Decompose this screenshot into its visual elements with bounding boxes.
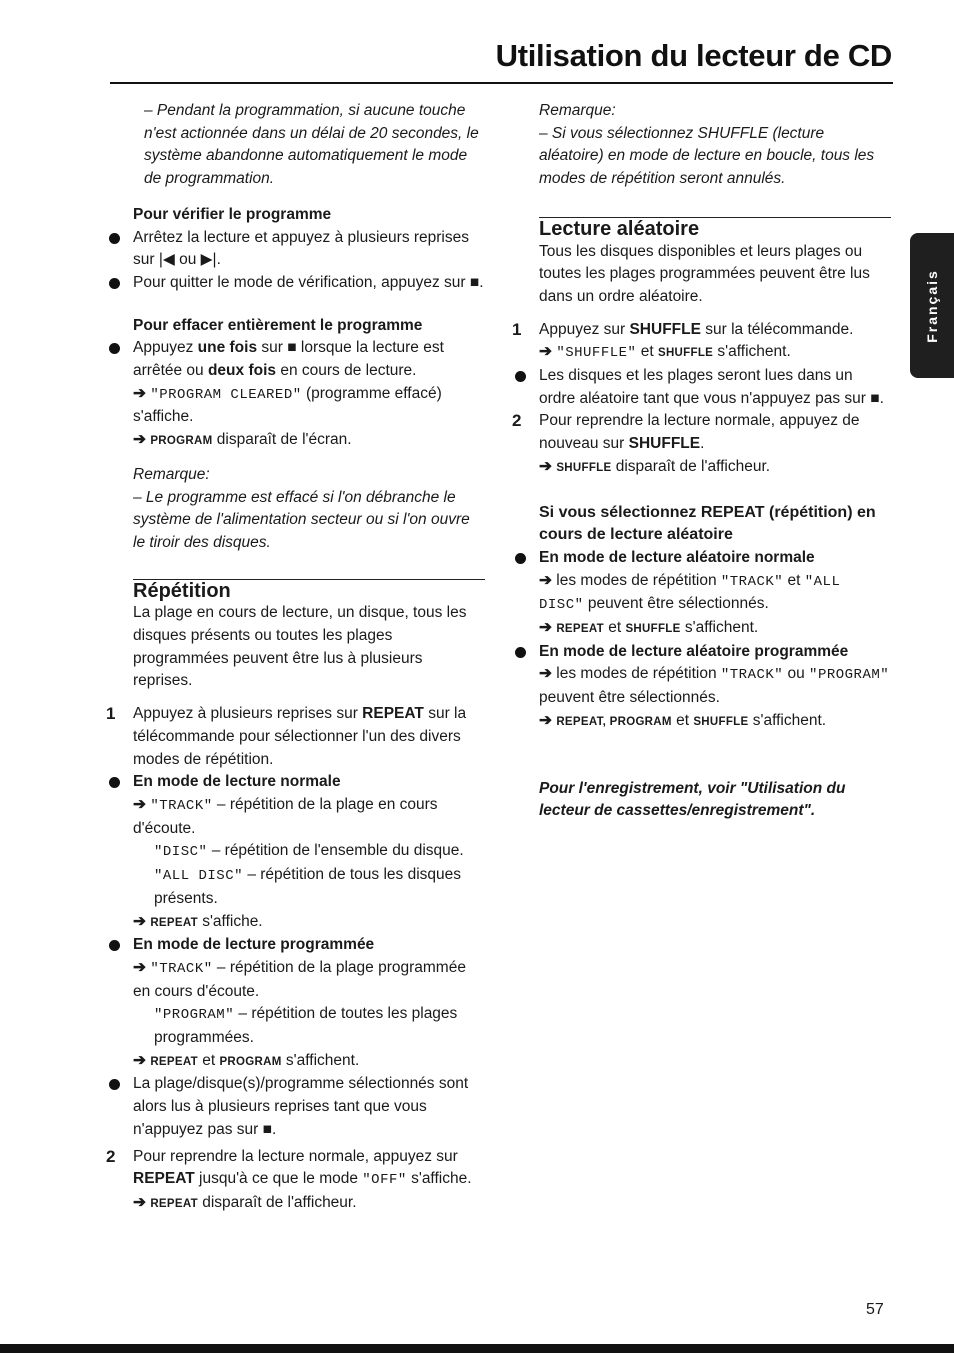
indicator-repeat: REPEAT	[150, 1197, 198, 1210]
arrow-icon: ➔	[539, 711, 552, 729]
arrow-icon: ➔	[539, 457, 552, 475]
lcd-disc: "DISC"	[154, 844, 208, 861]
normal-indicator-line	[133, 911, 485, 935]
indicator-repeat-program: REPEAT, PROGRAM	[556, 715, 672, 728]
language-tab-label: Français	[924, 268, 940, 343]
programmed-indicator-line	[133, 1050, 485, 1074]
normal-mode-heading: En mode de lecture normale	[133, 771, 485, 794]
arrow-icon: ➔	[133, 431, 146, 449]
shuffle-normal-indicator-line	[539, 617, 891, 641]
normal-track-line	[133, 794, 485, 840]
shuffle-off-text: disparaît de l'afficheur.	[611, 457, 771, 475]
arrow-icon: ➔	[133, 958, 146, 976]
programmed-program-line	[133, 1003, 485, 1049]
repeat-step-2-text-c: s'affiche.	[406, 1170, 472, 1188]
erase-text-b: sur ■ lorsque la lecture est arrêtée ou	[133, 339, 444, 380]
erase-text-c: en cours de lecture.	[276, 362, 417, 380]
erase-result-2	[133, 429, 485, 453]
programmed-mode-heading: En mode de lecture programmée	[133, 934, 485, 957]
arrow-icon: ➔	[539, 619, 552, 637]
shuffle-section-heading: Lecture aléatoire	[539, 217, 700, 240]
programmed-track-text: – répétition de la plage programmée en cours d'écoute.	[133, 958, 466, 1000]
lcd-track: "TRACK"	[150, 960, 213, 977]
shuffle-step-1-text-b: sur la télécommande.	[700, 320, 854, 338]
normal-track-text: – répétition de la plage en cours d'écoute.	[133, 795, 438, 837]
lcd-track: "TRACK"	[720, 573, 784, 590]
erase-bullet	[133, 337, 485, 382]
shuffle-step-1-text-a: Appuyez sur	[539, 320, 630, 338]
normal-disc-text: – répétition de l'ensemble du disque.	[207, 842, 464, 860]
indicator-program: PROGRAM	[150, 435, 213, 448]
repeat-off-line	[133, 1192, 485, 1216]
lcd-track: "TRACK"	[150, 797, 213, 814]
shuffle-step-2-text-a: Pour reprendre la lecture normale, appuyez de nouveau sur	[539, 412, 860, 453]
repeat-step-2	[106, 1146, 485, 1192]
page-title: Utilisation du lecteur de CD	[495, 38, 892, 73]
and-text: et	[783, 571, 805, 589]
repeat-step-2-text-a: Pour reprendre la lecture normale, appuyez sur	[133, 1147, 458, 1165]
indicator-shuffle: SHUFFLE	[693, 715, 749, 728]
repeat-step-1-text-b: sur la télécommande pour sélectionner l'un des divers modes de répétition.	[133, 705, 467, 768]
shuffle-step-1	[512, 319, 891, 342]
shuffle-display-line	[539, 341, 891, 365]
step-number: 2	[512, 411, 522, 431]
indicator-shuffle: SHUFFLE	[625, 623, 681, 636]
indicator-shuffle: SHUFFLE	[556, 461, 612, 474]
programmed-program-text: – répétition de toutes les plages programmées.	[154, 1005, 458, 1047]
right-column	[512, 100, 891, 823]
erase-remark: – Le programme est effacé si l'on débranche le système de l'alimentation secteur ou si l'on ouvre le tiroir des disques.	[133, 488, 470, 551]
erase-twice: deux fois	[207, 362, 277, 380]
step-number: 1	[512, 319, 522, 339]
erase-text-a: Appuyez	[133, 339, 198, 357]
repeat-key: REPEAT	[133, 1170, 195, 1188]
repeat-step-1-text-a: Appuyez à plusieurs reprises sur	[133, 705, 363, 723]
repeat-intro: La plage en cours de lecture, un disque, tous les disques présents ou toutes les plages programmées peuvent être lus à plusieurs reprises.	[133, 604, 467, 690]
recording-cross-reference: Pour l'enregistrement, voir "Utilisation du lecteur de cassettes/enregistrement".	[539, 779, 846, 820]
selectable-text: peuvent être sélectionnés.	[539, 689, 720, 707]
erase-result-1-text: (programme effacé) s'affiche.	[133, 384, 442, 426]
modes-text: les modes de répétition	[552, 571, 721, 589]
arrow-icon: ➔	[133, 795, 146, 813]
erase-once: une fois	[197, 339, 258, 357]
arrow-icon: ➔	[133, 384, 146, 402]
programming-timeout-note: – Pendant la programmation, si aucune touche n'est actionnée dans un délai de 20 secondes, le système abandonne automatiquement le mode de programmation.	[144, 102, 479, 188]
language-tab	[910, 233, 954, 378]
indicator-text: s'affichent.	[748, 711, 827, 729]
erase-result-1	[133, 383, 485, 429]
verify-bullet-2: Pour quitter le mode de vérification, appuyez sur ■.	[133, 272, 485, 295]
erase-remark-label: Remarque:	[133, 465, 210, 483]
lcd-off: "OFF"	[362, 1172, 407, 1189]
page-number: 57	[866, 1301, 884, 1318]
repeat-off-text: disparaît de l'afficheur.	[197, 1193, 357, 1211]
and-text: et	[636, 343, 658, 361]
repeat-section-heading: Répétition	[133, 579, 231, 602]
shuffle-normal-heading: En mode de lecture aléatoire normale	[539, 547, 891, 570]
indicator-shuffle: SHUFFLE	[657, 347, 714, 360]
modes-text: les modes de répétition	[552, 665, 721, 683]
arrow-icon: ➔	[133, 1051, 146, 1069]
repeat-key: REPEAT	[362, 705, 424, 723]
shuffle-key: SHUFFLE	[629, 320, 701, 338]
shuffle-programmed-heading: En mode de lecture aléatoire programmée	[539, 641, 891, 664]
lcd-all-disc: "ALL DISC"	[154, 868, 244, 885]
normal-disc-line	[133, 840, 485, 864]
shuffle-intro: Tous les disques disponibles et leurs plages ou toutes les plages programmées peuvent être lus dans un ordre aléatoire.	[539, 242, 870, 305]
title-rule	[110, 82, 893, 84]
shuffle-bullet: Les disques et les plages seront lues dans un ordre aléatoire tant que vous n'appuyez pas sur ■.	[539, 365, 891, 410]
repeat-play-bullet: La plage/disque(s)/programme sélectionnés sont alors lus à plusieurs reprises tant que vous n'appuyez pas sur ■.	[133, 1073, 485, 1141]
arrow-icon: ➔	[133, 1193, 146, 1211]
normal-all-disc-line	[133, 864, 485, 910]
shuffle-step-2	[512, 410, 891, 455]
arrow-icon: ➔	[539, 571, 552, 589]
step-number: 1	[106, 704, 116, 724]
and-text: et	[603, 619, 626, 637]
arrow-icon: ➔	[539, 665, 552, 683]
verify-bullet-1: Arrêtez la lecture et appuyez à plusieurs reprises sur |◀ ou ▶|.	[133, 227, 485, 272]
lcd-all-disc: "ALL DISC"	[539, 573, 841, 614]
shuffle-normal-modes-line	[539, 570, 891, 617]
indicator-repeat: REPEAT	[556, 623, 604, 636]
normal-indicator-text: s'affiche.	[197, 912, 263, 930]
shuffle-key: SHUFFLE	[628, 435, 701, 453]
indicator-repeat: REPEAT	[150, 1055, 198, 1068]
shuffle-step-2-text-b: .	[700, 435, 705, 453]
step-number: 2	[106, 1146, 116, 1166]
indicator-program: PROGRAM	[219, 1055, 282, 1068]
repeat-in-shuffle-heading: Si vous sélectionnez REPEAT (répétition) en cours de lecture aléatoire	[539, 503, 876, 544]
or-text: ou	[783, 665, 810, 683]
indicator-text: s'affichent.	[680, 619, 759, 637]
shuffle-programmed-modes-line	[539, 663, 891, 709]
selectable-text: peuvent être sélectionnés.	[583, 595, 769, 613]
repeat-step-1	[106, 703, 485, 771]
lcd-shuffle: "SHUFFLE"	[556, 345, 637, 362]
indicator-repeat: REPEAT	[150, 916, 198, 929]
lcd-program: "PROGRAM"	[154, 1007, 235, 1024]
repeat-step-2-text-b: jusqu'à ce que le mode	[194, 1170, 363, 1188]
lcd-program: "PROGRAM"	[809, 667, 890, 684]
and-text: et	[197, 1051, 220, 1069]
erase-result-2-text: disparaît de l'écran.	[212, 431, 352, 449]
left-column	[106, 100, 485, 1216]
arrow-icon: ➔	[133, 912, 146, 930]
programmed-track-line	[133, 957, 485, 1003]
shuffle-remark-label: Remarque:	[539, 102, 616, 119]
shuffle-off-line	[539, 456, 891, 480]
shuffle-programmed-indicator-line	[539, 710, 891, 734]
arrow-icon: ➔	[539, 343, 552, 361]
erase-program-heading: Pour effacer entièrement le programme	[133, 316, 423, 334]
bottom-bar	[0, 1344, 954, 1353]
normal-all-disc-text: – répétition de tous les disques présents.	[154, 866, 462, 907]
programmed-indicator-text: s'affichent.	[281, 1051, 360, 1069]
lcd-program-cleared: "PROGRAM CLEARED"	[150, 386, 302, 403]
and-text: et	[671, 711, 694, 729]
lcd-track: "TRACK"	[720, 667, 784, 684]
shuffle-remark: – Si vous sélectionnez SHUFFLE (lecture aléatoire) en mode de lecture en boucle, tous les modes de répétition seront annulés.	[539, 124, 875, 188]
shuffle-display-text: s'affichent.	[713, 343, 791, 361]
verify-program-heading: Pour vérifier le programme	[133, 205, 332, 223]
